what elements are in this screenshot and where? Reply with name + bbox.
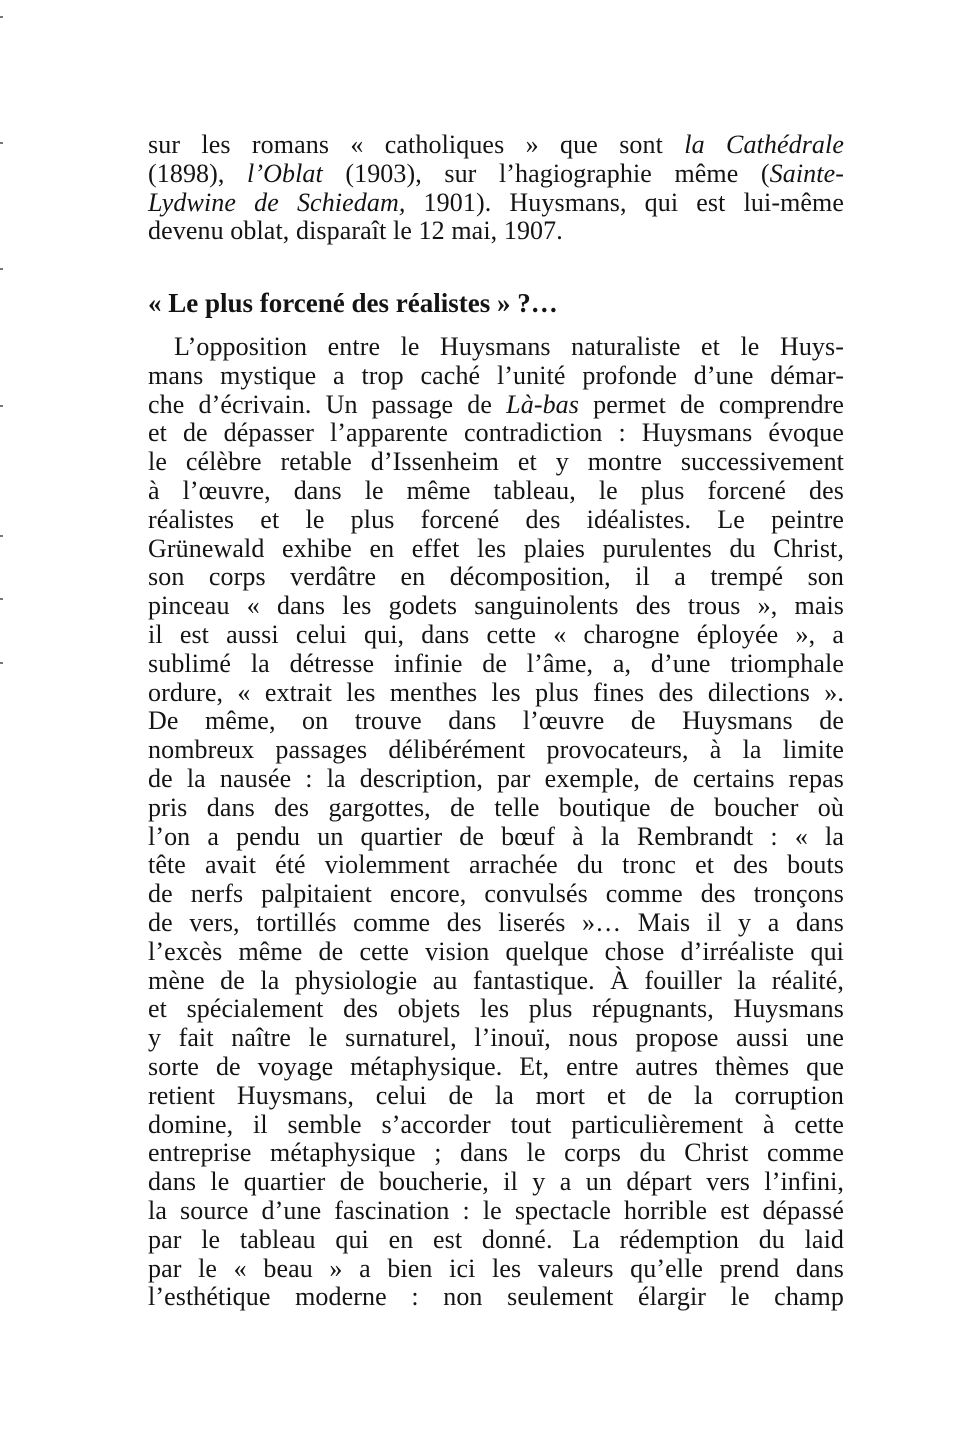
text-line bbox=[148, 131, 844, 160]
text-line bbox=[148, 995, 844, 1024]
italic-title: Sainte- bbox=[769, 158, 844, 188]
text-run: de nerfs palpitaient encore, convulsés comme des tronçons bbox=[148, 879, 844, 909]
text-line bbox=[148, 707, 844, 736]
text-line bbox=[148, 189, 844, 218]
text-run: sorte de voyage métaphysique. Et, entre autres thèmes que bbox=[148, 1051, 844, 1081]
text-run: sur les romans « catholiques » que sont bbox=[148, 130, 685, 159]
scan-mark bbox=[0, 268, 3, 270]
text-line bbox=[148, 333, 844, 362]
text-line bbox=[148, 477, 844, 506]
text-line bbox=[148, 736, 844, 765]
text-run: pinceau « dans les godets sanguinolents des trous », mais bbox=[148, 591, 844, 621]
text-run: L’opposition entre le Huysmans naturaliste et le Huys- bbox=[174, 332, 844, 361]
text-run: (1898), bbox=[148, 158, 248, 188]
text-run: à l’œuvre, dans le même tableau, le plus forcené des bbox=[148, 475, 844, 505]
scan-mark bbox=[0, 598, 3, 600]
text-run: par le tableau qui en est donné. La rédemption du laid bbox=[148, 1224, 844, 1254]
italic-title: Lydwine de Schiedam, bbox=[148, 187, 406, 217]
text-line bbox=[148, 217, 844, 246]
text-run: par le « beau » a bien ici les valeurs qu’elle prend dans bbox=[148, 1253, 844, 1283]
text-run: le célèbre retable d’Issenheim et y montre successivement bbox=[148, 447, 844, 477]
text-line bbox=[148, 1283, 844, 1312]
text-line bbox=[148, 823, 844, 852]
text-line bbox=[148, 391, 844, 420]
text-run: mène de la physiologie au fantastique. À fouiller la réalité, bbox=[148, 965, 844, 995]
text-run: entreprise métaphysique ; dans le corps du Christ comme bbox=[148, 1138, 844, 1168]
text-line bbox=[148, 909, 844, 938]
scan-mark bbox=[0, 535, 3, 537]
text-line bbox=[148, 160, 844, 189]
text-run: domine, il semble s’accorder tout particulièrement à cette bbox=[148, 1109, 844, 1139]
text-run: réalistes et le plus forcené des idéalistes. Le peintre bbox=[148, 504, 844, 534]
text-line bbox=[148, 794, 844, 823]
text-line bbox=[148, 535, 844, 564]
text-run: Grünewald exhibe en effet les plaies purulentes du Christ, bbox=[148, 533, 844, 563]
text-run: tête avait été violemment arrachée du tronc et des bouts bbox=[148, 850, 844, 880]
text-line bbox=[148, 1168, 844, 1197]
text-run: sublimé la détresse infinie de l’âme, a, d’une triomphale bbox=[148, 648, 844, 678]
text-run: che d’écrivain. Un passage de bbox=[148, 389, 507, 419]
text-run: l’excès même de cette vision quelque chose d’irréaliste qui bbox=[148, 936, 844, 966]
text-line bbox=[148, 1053, 844, 1082]
text-line bbox=[148, 448, 844, 477]
text-run: son corps verdâtre en décomposition, il a trempé son bbox=[148, 562, 844, 592]
text-run: pris dans des gargottes, de telle boutique de boucher où bbox=[148, 792, 844, 822]
section-heading-text: « Le plus forcené des réalistes » ?… bbox=[148, 288, 558, 318]
section-heading bbox=[148, 287, 844, 319]
text-line bbox=[148, 362, 844, 391]
scan-mark bbox=[0, 405, 3, 407]
text-line bbox=[148, 851, 844, 880]
text-run: nombreux passages délibérément provocateurs, à la limite bbox=[148, 735, 844, 765]
scan-mark bbox=[0, 662, 3, 664]
text-run: dans le quartier de boucherie, il y a un départ vers l’infini, bbox=[148, 1167, 844, 1197]
text-line bbox=[148, 1255, 844, 1284]
text-run: la source d’une fascination : le spectacle horrible est dépassé bbox=[148, 1195, 844, 1225]
text-line bbox=[148, 563, 844, 592]
text-run: l’on a pendu un quartier de bœuf à la Rembrandt : « la bbox=[148, 821, 844, 851]
text-line bbox=[148, 1111, 844, 1140]
text-line bbox=[148, 592, 844, 621]
text-run: de la nausée : la description, par exemple, de certains repas bbox=[148, 763, 844, 793]
text-line bbox=[148, 967, 844, 996]
text-run: De même, on trouve dans l’œuvre de Huysmans de bbox=[148, 706, 844, 736]
text-line bbox=[148, 1139, 844, 1168]
scan-mark bbox=[0, 16, 3, 18]
text-run: devenu oblat, disparaît le 12 mai, 1907. bbox=[148, 216, 563, 246]
text-run: y fait naître le surnaturel, l’inouï, nous propose aussi une bbox=[148, 1023, 844, 1053]
text-line bbox=[148, 621, 844, 650]
body-paragraph bbox=[148, 333, 844, 1312]
text-run: l’esthétique moderne : non seulement élargir le champ bbox=[148, 1282, 844, 1312]
text-run: et spécialement des objets les plus répugnants, Huysmans bbox=[148, 994, 844, 1024]
text-run: retient Huysmans, celui de la mort et de la corruption bbox=[148, 1080, 844, 1110]
text-line bbox=[148, 880, 844, 909]
text-run: mans mystique a trop caché l’unité profonde d’une démar- bbox=[148, 360, 844, 390]
italic-title: la Cathédrale bbox=[684, 130, 844, 159]
italic-title: Là-bas bbox=[506, 389, 579, 419]
text-run: de vers, tortillés comme des liserés »… Mais il y a dans bbox=[148, 907, 844, 937]
italic-title: l’Oblat bbox=[247, 158, 323, 188]
text-line bbox=[148, 938, 844, 967]
intro-paragraph bbox=[148, 131, 844, 246]
text-line bbox=[148, 419, 844, 448]
text-line bbox=[148, 1082, 844, 1111]
text-run: et de dépasser l’apparente contradiction : Huysmans évoque bbox=[148, 418, 844, 448]
text-line bbox=[148, 765, 844, 794]
text-run: ordure, « extrait les menthes les plus fines des dilections ». bbox=[148, 677, 844, 707]
text-line bbox=[148, 650, 844, 679]
text-run: permet de comprendre bbox=[579, 389, 844, 419]
text-line bbox=[148, 506, 844, 535]
text-run: (1903), sur l’hagiographie même ( bbox=[322, 158, 770, 188]
text-line bbox=[148, 1024, 844, 1053]
text-run: 1901). Huysmans, qui est lui-même bbox=[405, 187, 845, 217]
text-line bbox=[148, 1226, 844, 1255]
scan-mark bbox=[0, 142, 3, 144]
text-line bbox=[148, 679, 844, 708]
text-line bbox=[148, 1197, 844, 1226]
text-run: il est aussi celui qui, dans cette « charogne éployée », a bbox=[148, 619, 844, 649]
